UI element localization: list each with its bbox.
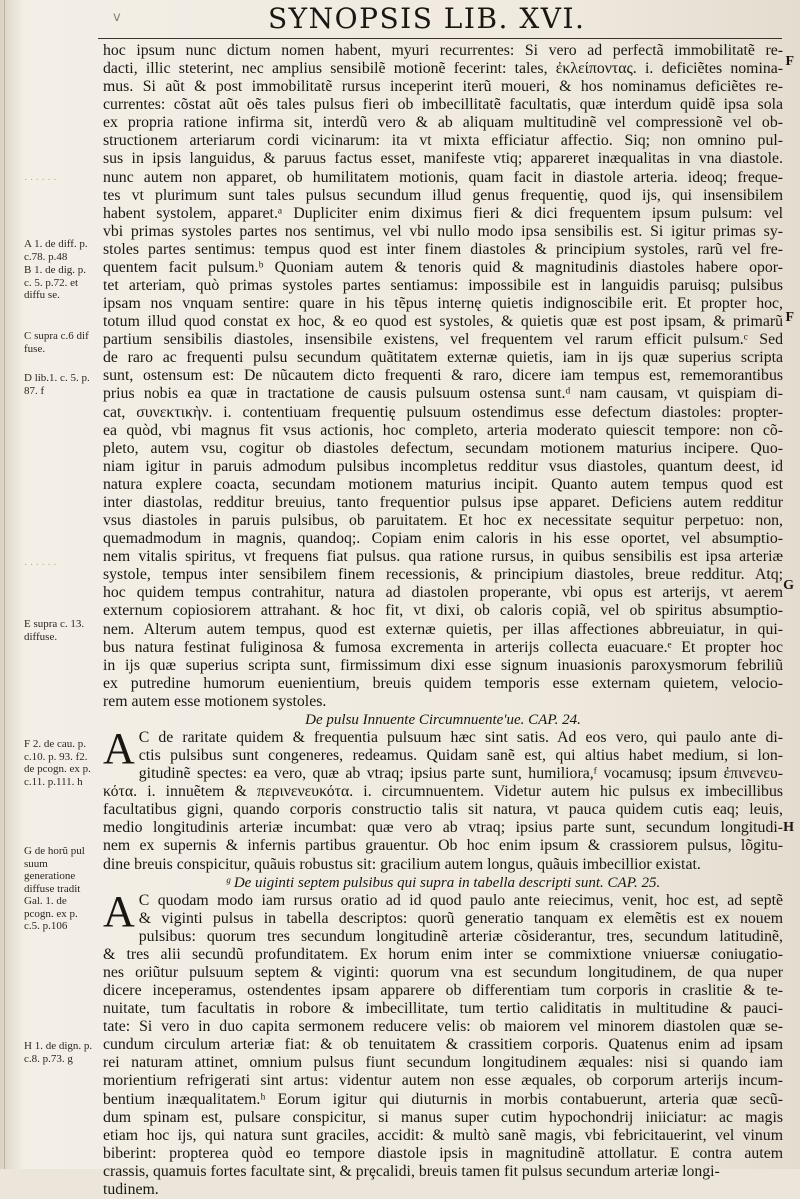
margin-note-a: A 1. de diff. p. c.78. p.48 (24, 238, 88, 263)
text-line: sunt, ostensum est: De nũcautem dicto frequenti & raro, dicere iam tempus est, rememorantibus (103, 367, 783, 385)
chapter-24-title: De pulsu Innuente Circumnuente'ue. CAP. 24. (305, 711, 581, 728)
text-line: habent systolem, apparet.ᵃ Dupliciter enim diximus fieri & dici frequentem ipsum pulsum: vel (103, 204, 783, 222)
text-line: tet arteriam, quò primas systoles partes sentiamus: impossibile est in languidis paruisq; pulsibus (103, 277, 783, 295)
text-line: tes vt plurimum sunt tales pulsus secundum illud genus frequentię, quod ijs, qui insensibilem (103, 186, 783, 204)
chapter-24-body (103, 723, 783, 874)
text-line: de raro ac frequenti pulsu secundum quãtitatem externæ quietis, iam in ijs quæ superius scripta (103, 349, 783, 367)
text-line: medio longitudinis arteriæ incumbat: quæ vero ab vtraq; ipsius parte sunt, secundum longitudi- (103, 819, 783, 837)
text-line: structionem arteriarum cordi vicinarum: ita vt mixta efficiatur affectio. Siq; non omnino pul- (103, 132, 783, 150)
text-line: stoles partes sentimus: tempus quod est inter finem diastoles & principium systoles, rarũ vel fre- (103, 240, 783, 258)
text-line: & viginti pulsus in tabella descriptos: quorũ generatio tanquam ex elemẽtis est ex nouem (138, 909, 783, 927)
text-line: ex propria ratione infirma sit, interdũ vero & ab aliquam multitudinẽ vel compressionẽ vel ob- (103, 114, 783, 132)
text-line: κότα. i. innuẽtem & περινενευκότα. i. circumnuentem. Videtur autem hic pulsus ex imbecillibus (103, 783, 783, 801)
header-mark: v (113, 10, 121, 25)
edge-letter: F (785, 54, 794, 69)
text-line: & tres alii secundũ profunditatem. Ex horum enim inter se commixtione vniuersæ coniugatio- (103, 945, 783, 963)
text-line: rei naturam attinet, omnium pulsus fiunt secundum longitudinem æquales: nisi si quando iam (103, 1054, 783, 1072)
text-line: C de raritate quidem & frequentia pulsuum hæc sint satis. Ad eos vero, qui paulo ante di- (138, 728, 783, 746)
text-line: totum illud quod constat ex hoc, & eo quod est systoles, & quietis quæ est post ipsam, & primarũ (103, 313, 783, 331)
text-line: crassis, quamuis fortes facultate sint, & prȩcalidi, breuis tamen fit pulsus secundum arteriæ longi- (103, 1162, 720, 1180)
text-line: natura explere coacta, secundam motionem maturius incipit. Quanto autem tempus quod est (103, 475, 783, 493)
text-line: bus natura festinat fuliginosa & fumosa excrementa in arterijs collecta euacuare.ᵉ Et propter hoc (103, 638, 783, 656)
text-line: vsus diastoles in paruis pulsibus, ob paruitatem. Et hoc ex necessitate sequitur perpetuo: non, (103, 512, 783, 530)
text-line: rem autem esse motionem systoles. (103, 692, 327, 710)
chapter-24-dropcap: A (103, 723, 135, 773)
text-line: currentes: cõstat aũt oẽs tales pulsus fieri ob imbecillitatẽ facultatis, quæ interdum quidẽ ipsa sola (103, 96, 783, 114)
text-line: nuitate, tum facultatis in robore & imbecillitate, tum tertio caliditatis in multitudine & pauci- (103, 1000, 783, 1018)
text-line: ea quòd, vbi magnus fit vsus actionis, hoc completo, arteria moderato quiescit tempore: non cõ- (103, 421, 783, 439)
text-line: dacti, illic steterint, nec amplius sensibilẽ motionẽ fecerint: tales, ἐκλείποντας. i. deficiẽtes nomina- (103, 60, 783, 78)
text-line: nem. Alterum autem tempus, quod est externæ quietis, per illas affectiones abbreuiatur, in qui- (103, 620, 783, 638)
bleed-through-mark: · · · · · · (24, 560, 57, 571)
text-line: prius nobis ea quæ in tractatione de causis pulsuum ostensa sunt.ᵈ nam causam, vt quispiam di- (103, 385, 783, 403)
text-line: niam igitur in paruis admodum pulsibus incompletus redditur vsus diastoles, quantum deest, id (103, 457, 783, 475)
chapter-25-body (103, 886, 783, 1181)
text-line: bentium inæqualitatem.ʰ Eorum igitur qui diuturnis in morbis contabuerunt, arteria quæ secũ- (103, 1090, 783, 1108)
margin-note-b: B 1. de dig. p. c. 5. p.72. et diffu se. (24, 264, 87, 301)
text-line: partium sensibilis diastoles, insensibile existens, vel frequentem vel rarum efficit pulsum.ᶜ Sed (103, 331, 783, 349)
text-line: in ijs quæ superius scripta sunt, firmissimum dixi esse signum inuasionis paroxysmorum febriliũ (103, 656, 783, 674)
text-line: gitudinẽ spectes: ea vero, quæ ab vtraq; ipsius parte sunt, humiliora,ᶠ vocamusq; ipsum ἐπινενευ- (138, 765, 783, 783)
text-line: biberint: propterea quòd eo tempore diastole ipsis in magnitudinẽ attollatur. E contra autem (103, 1144, 783, 1162)
margin-note-g: G de horũ pul suum generatione diffuse tradit Gal. 1. de pcogn. ex p. c.5. p.106 (24, 845, 85, 932)
page-title: SYNOPSIS LIB. XVI. (268, 2, 586, 35)
margin-note-e: E supra c. 13. diffuse. (24, 618, 85, 643)
header-rule (98, 38, 782, 39)
text-line: facultatibus gigni, quando corporis constructio talis sit natura, vt pauca quidem cutis eaq; leuis, (103, 801, 783, 819)
chapter-25-dropcap: A (103, 886, 135, 936)
text-line: quemadmodum in magnis, quandoq;. Copiam enim caloris in his esse oportet, vel absumptio- (103, 530, 783, 548)
text-line: dine breuis conspicitur, quãuis robustus sit: gracilium autem longus, quãuis imbecillior existat. (103, 855, 701, 873)
text-line: morientium refrigerati sint artus: videntur autem non esse æquales, ob corporum arterijs incum- (103, 1072, 783, 1090)
text-line: tate: Si vero in duo capita sermonem reducere velis: ob maiorem vel minorem diastolen quæ se- (103, 1018, 783, 1036)
text-line: pulsibus: quorum tres secundum longitudinẽ arteriæ cõsiderantur, tres, secundum latitudinẽ, (138, 927, 783, 945)
text-line: ctis pulsibus sunt congeneres, redeamus. Quidam sanẽ est, qui altius habet medium, si lon- (138, 747, 783, 765)
text-line: inter diastolas, redditur breuius, tanto frequentior pulsus ipse apparet. Deficiens autem redditur (103, 493, 783, 511)
margin-note-h: H 1. de dign. p. c.8. p.73. g (24, 1040, 93, 1065)
text-line: cundum circulum arteriæ fiat: & ob tenuitatem & crassitiem corporis. Quatenus enim ad ipsam (103, 1036, 783, 1054)
main-text (103, 42, 783, 1199)
text-line: ipsam nos vnquam sentire: quare in his tẽpus internę quietis indignoscibile erit. Et propter hoc, (103, 295, 783, 313)
text-line: cat, συνεκτικὴν. i. contentiuam frequentię pulsuum ostendimus esse defectum diastoles: propter- (103, 403, 783, 421)
text-line: nunc autem non apparet, ob humilitatem motionis, quam facit in diastole arteria. ideoq; freque- (103, 168, 783, 186)
text-line: hoc quidem tempus contrahitur, natura ad diastolen properante, vbi opus est arterijs, vt aerem (103, 584, 783, 602)
margin-note-d: D lib.1. c. 5. p. 87. f (24, 372, 90, 397)
bleed-through-mark: · · · · · · (24, 175, 57, 186)
text-block-main (103, 42, 783, 711)
gutter-line (4, 0, 5, 1169)
text-line: ex putredine humorum euenientium, breuis quidem temporis esse externam quietem, velocio- (103, 674, 783, 692)
text-line: C quodam modo iam rursus oratio ad id quod paulo ante reiecimus, venit, hoc est, ad septẽ (138, 891, 783, 909)
margin-note-c: C supra c.6 dif fuse. (24, 330, 89, 355)
margin-note-f: F 2. de cau. p. c.10. p. 93. f2. de pcogn. ex p. c.11. p.111. h (24, 738, 91, 788)
text-line: externum copiosiorem attrahant. & hoc fit, vt dixi, ob caloris copiã, vel ob spiritus absumptio- (103, 602, 783, 620)
text-line: dicere inceperamus, ostendentes ipsam apparere ob differentiam tum corporis in craslitie & te- (103, 982, 783, 1000)
text-line: vbi primas systoles partes nos sentimus, vel vbi nullo modo ipsa sensibilis est. Si igitur primas sy- (103, 222, 783, 240)
text-line: dum spinam est, pulsare conspicitur, si manus super cutim hypochondrij iniiciatur: ac magis (103, 1108, 783, 1126)
edge-letter: H (783, 820, 794, 835)
text-line: systole, tempus inter sensibilem finem recessionis, & principium diastoles, breue redditur. Atq; (103, 566, 783, 584)
edge-letter: F (785, 310, 794, 325)
text-line: mus. Si aũt & post immobilitatẽ rursus inceperint iterũ moueri, & hos nominamus deficiẽtes re- (103, 78, 783, 96)
text-line: hoc ipsum nunc dictum nomen habent, myuri recurrentes: Si vero ad perfectã immobilitatẽ re- (103, 42, 783, 59)
catchword: tudinem. (103, 1180, 159, 1198)
edge-letter: G (783, 578, 794, 593)
text-line: nes oriũtur pulsuum septem & viginti: quorum vna est secundum longitudinem, de qua nuper (103, 963, 783, 981)
text-line: pleto, autem vsu, cogitur ob diastoles defectum, secundam motionem maturius incipere. Quo- (103, 439, 783, 457)
text-line: sus in ipsis languidus, & paruus factus esset, manifeste vtiq; appareret inæqualitas in vna diastole. (103, 150, 783, 168)
text-line: quentem facit pulsum.ᵇ Quoniam autem & tenoris quid & magnitudinis diastoles habere opor- (103, 258, 783, 276)
text-line: etiam hoc ijs, qui natura sunt graciles, accidit: & multò sanẽ magis, vbi febricitauerint, vel vinum (103, 1126, 783, 1144)
text-line: nem vitalis spiritus, vt frequens fiat pulsus. qua ratione rursus, in quibus sensibilis est ipsa arteriæ (103, 548, 783, 566)
text-line: nem ex supernis & infernis partibus grauentur. Ob hoc enim ipsum & crassiorem pulsus, lõgitu- (103, 837, 783, 855)
chapter-25-title: ᵍ De uiginti septem pulsibus qui supra in tabella descripti sunt. CAP. 25. (225, 874, 661, 891)
